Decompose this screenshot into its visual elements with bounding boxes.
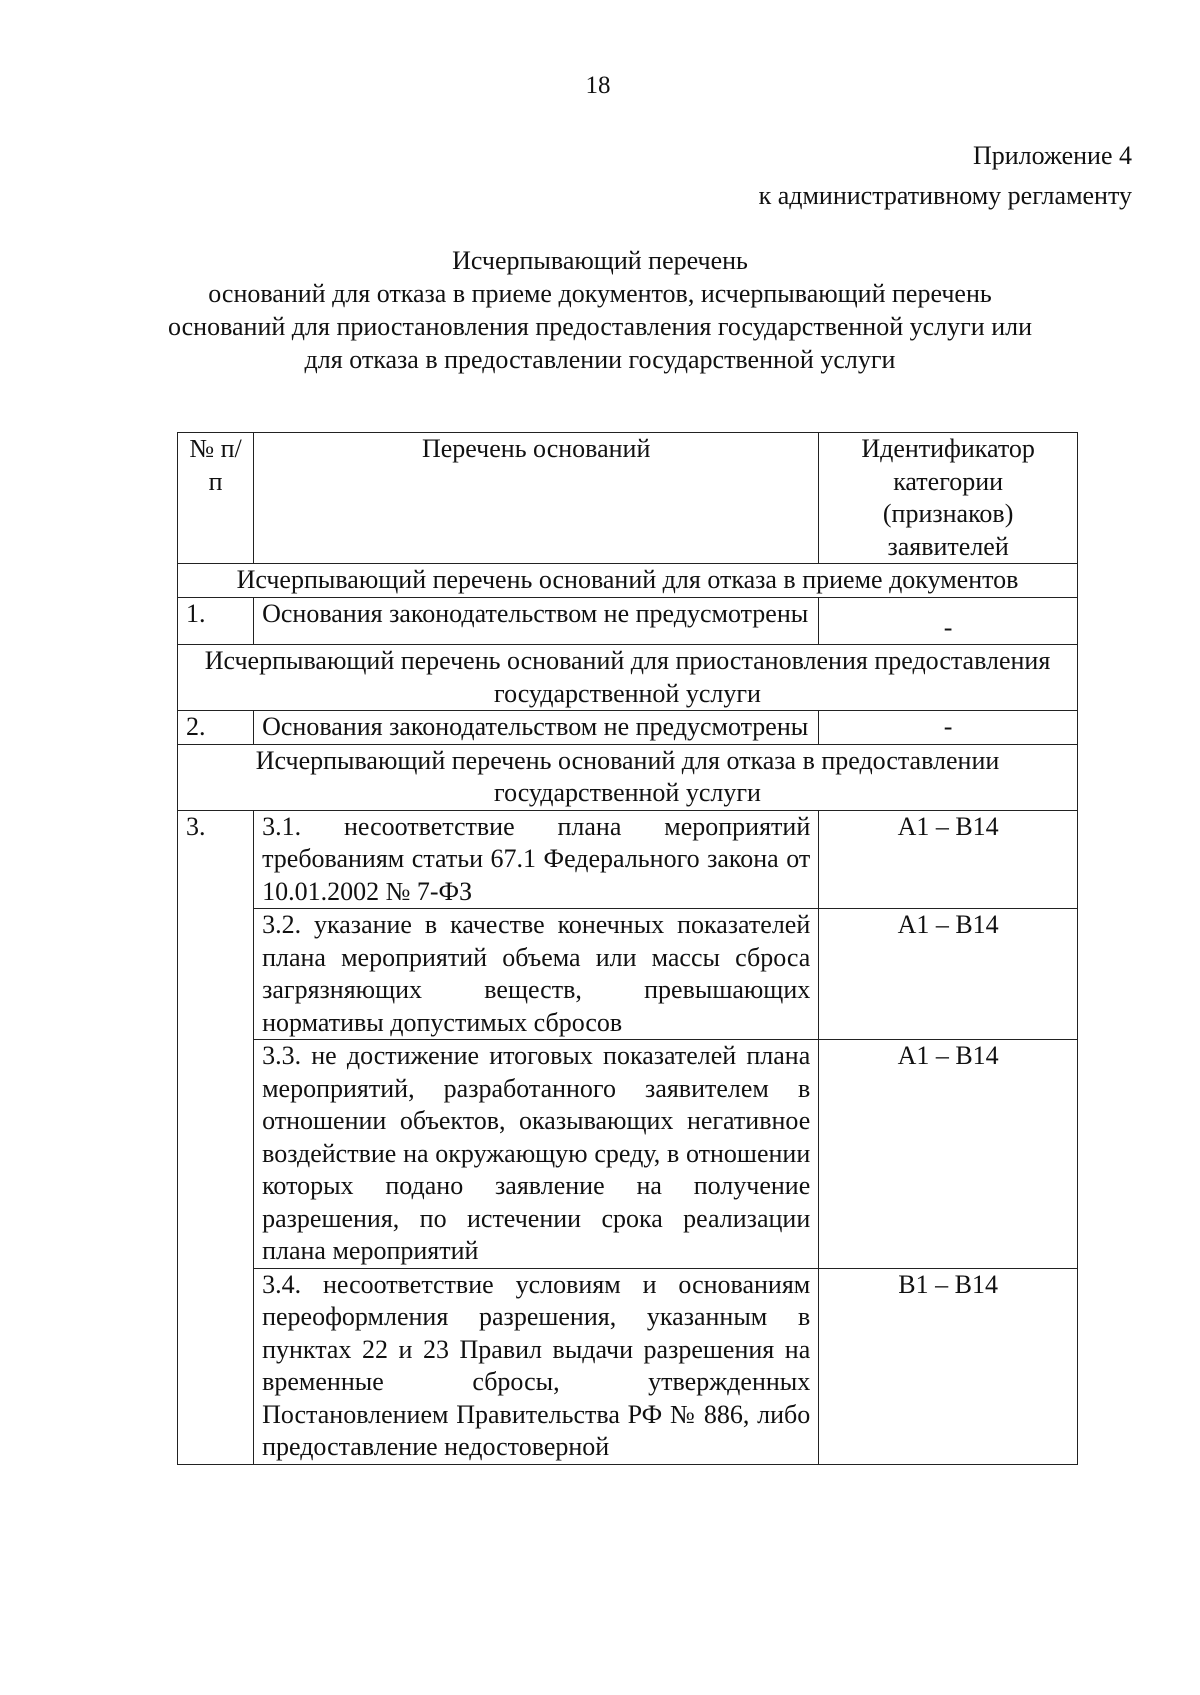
row-text-1: Основания законодательством не предусмотрены — [254, 597, 819, 645]
title-line-4: для отказа в предоставлении государственной услуги — [304, 345, 896, 374]
table-row — [178, 810, 1078, 909]
row-num-3: 3. — [178, 810, 254, 1464]
appendix-reference — [759, 136, 1132, 216]
section-row-2 — [178, 645, 1078, 711]
table-header-row — [178, 433, 1078, 564]
appendix-line-2: к административному регламенту — [758, 181, 1132, 210]
row-text-2: Основания законодательством не предусмотрены — [254, 711, 819, 745]
document-title — [150, 244, 1050, 376]
sub-id-3-4: В1 – В14 — [819, 1268, 1078, 1464]
section-title-1: Исчерпывающий перечень оснований для отказа в приеме документов — [178, 564, 1078, 598]
table-row — [178, 909, 1078, 1040]
row-id-1: - — [819, 597, 1078, 645]
section-row-3 — [178, 744, 1078, 810]
sub-text-3-3: 3.3. не достижение итоговых показателей плана мероприятий, разработанного заявителем в отношении объектов, оказывающих негативное воздействие на окружающую среду, в отношении которых подано заявление на получение разрешения, по истечении срока реализации плана мероприятий — [254, 1040, 819, 1269]
sub-text-3-1: 3.1. несоответствие плана мероприятий требованиям статьи 67.1 Федерального закона от 10.01.2002 № 7-ФЗ — [254, 810, 819, 909]
header-num: № п/п — [178, 433, 254, 564]
row-num-1: 1. — [178, 597, 254, 645]
section-title-3: Исчерпывающий перечень оснований для отказа в предоставлении государственной услуги — [178, 744, 1078, 810]
sub-text-3-2: 3.2. указание в качестве конечных показателей плана мероприятий объема или массы сброса загрязняющих веществ, превышающих нормативы допустимых сбросов — [254, 909, 819, 1040]
section-row-1 — [178, 564, 1078, 598]
table-row — [178, 711, 1078, 745]
page-number: 18 — [585, 72, 611, 99]
table-row — [178, 597, 1078, 645]
section-title-2: Исчерпывающий перечень оснований для приостановления предоставления государственной услуги — [178, 645, 1078, 711]
row-id-2: - — [819, 711, 1078, 745]
title-line-3: оснований для приостановления предоставления государственной услуги или — [167, 312, 1033, 341]
row-num-2: 2. — [178, 711, 254, 745]
appendix-line-1: Приложение 4 — [972, 141, 1132, 170]
sub-id-3-1: А1 – В14 — [819, 810, 1078, 909]
table-row — [178, 1268, 1078, 1464]
title-line-2: оснований для отказа в приеме документов, исчерпывающий перечень — [208, 279, 992, 308]
sub-id-3-3: А1 – В14 — [819, 1040, 1078, 1269]
header-list: Перечень оснований — [254, 433, 819, 564]
header-identifier: Идентификатор категории (признаков) заявителей — [819, 433, 1078, 564]
title-line-1: Исчерпывающий перечень — [452, 246, 748, 275]
table-row — [178, 1040, 1078, 1269]
sub-id-3-2: А1 – В14 — [819, 909, 1078, 1040]
grounds-table — [177, 432, 1078, 1465]
sub-text-3-4: 3.4. несоответствие условиям и основаниям переоформления разрешения, указанным в пунктах 22 и 23 Правил выдачи разрешения на временные сбросы, утвержденных Постановлением Правительства РФ № 886, либо предоставление недостоверной — [254, 1268, 819, 1464]
